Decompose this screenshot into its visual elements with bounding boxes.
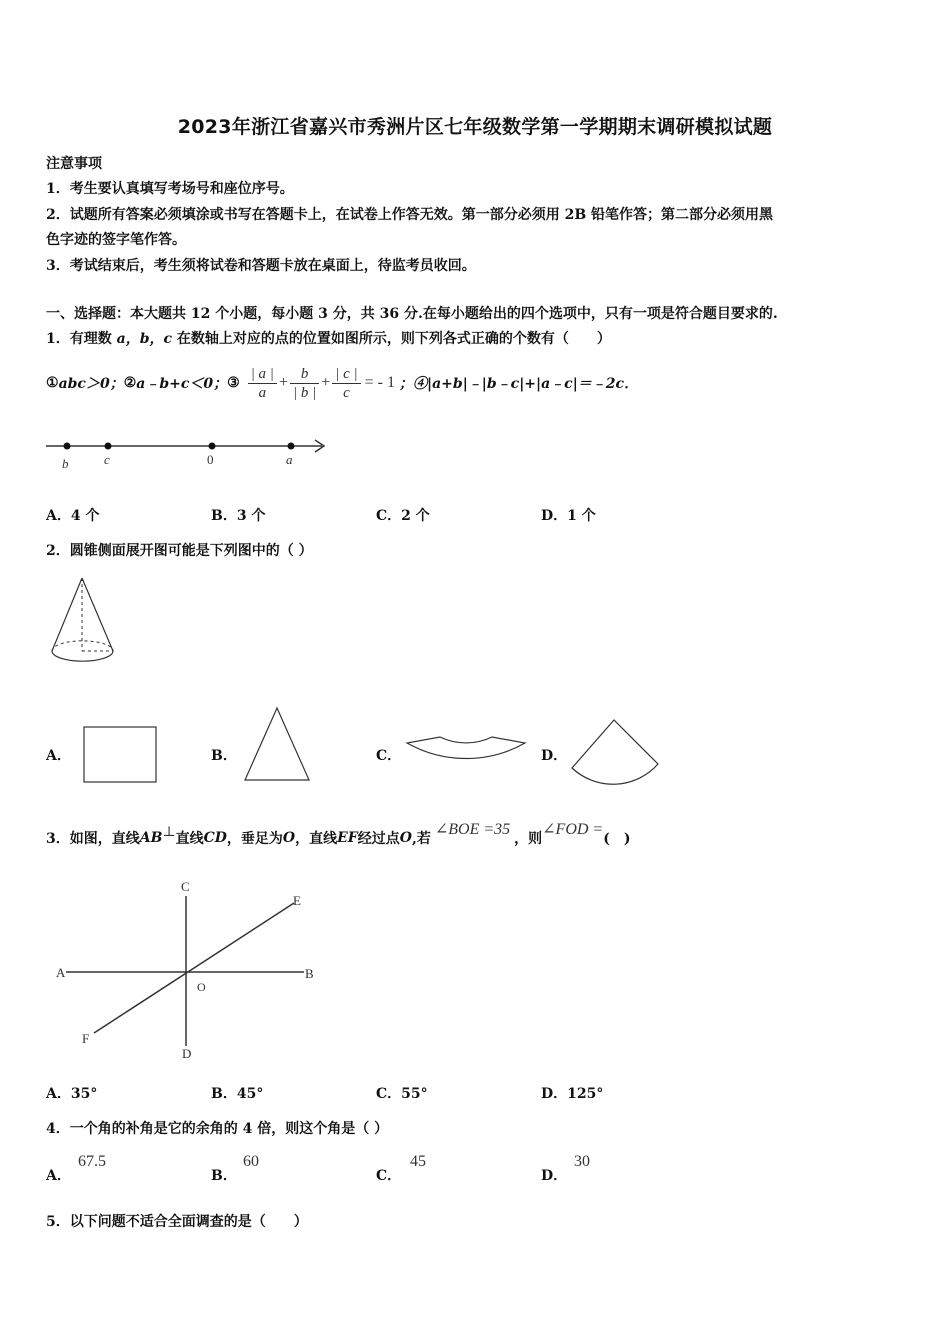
rectangle-shape (84, 727, 156, 782)
label-b: B (305, 966, 314, 981)
label-d: D (182, 1046, 192, 1061)
fraction-denominator: c (343, 384, 350, 401)
fraction-numerator: | a | (248, 365, 277, 384)
notice-item: 色字迹的签字笔作答。 (46, 232, 186, 248)
q1-statement-4: ；④|a+b|﹣|b﹣c|+|a﹣c|＝﹣2c． (399, 376, 639, 392)
notice-heading: 注意事项 (46, 156, 102, 172)
q3-text: ，则 (514, 831, 543, 847)
q2-option-d-label[interactable]: D． (541, 748, 568, 764)
point-c (105, 443, 112, 450)
q1-statement-3 (248, 365, 395, 402)
label-a: a (286, 452, 293, 467)
label-b: b (62, 456, 69, 471)
line-ef (94, 903, 294, 1033)
q4-option-c-value[interactable]: 45 (410, 1153, 426, 1170)
q2-option-d-sector[interactable] (568, 716, 664, 786)
q3-line-cd: CD (203, 830, 227, 846)
notice-item: 2．试题所有答案必须填涂或书写在答题卡上，在试卷上作答无效。第一部分必须用 2B 铅笔作答；第二部分必须用黑 (46, 207, 774, 223)
q1-marker: ③ (227, 375, 240, 391)
point-b (64, 443, 71, 450)
question-1-stem (46, 328, 611, 348)
plus-sign: + (278, 374, 288, 391)
q3-line-ef: EF (337, 830, 358, 846)
q3-point-o: O (282, 830, 296, 846)
question-4-stem: 4．一个角的补角是它的余角的 4 倍，则这个角是（ ） (46, 1121, 389, 1137)
q2-option-c-label[interactable]: C． (376, 748, 402, 764)
q3-text: ，垂足为 (226, 831, 283, 847)
plus-sign: + (321, 374, 331, 391)
label-a: A (56, 965, 66, 980)
point-a (288, 443, 295, 450)
q2-option-b-label[interactable]: B． (211, 748, 237, 764)
notice-item: 3．考试结束后，考生须将试卷和答题卡放在桌面上，待监考员收回。 (46, 258, 476, 274)
label-e: E (293, 893, 301, 908)
triangle-shape (245, 708, 309, 780)
cone-edge (82, 578, 113, 651)
fraction (332, 365, 360, 402)
fraction (290, 365, 319, 402)
q1-option-d[interactable]: D．1 个 (541, 508, 596, 524)
page-title: 2023年浙江省嘉兴市秀洲片区七年级数学第一学期期末调研模拟试题 (177, 116, 773, 138)
q3-text: ,若 (411, 831, 431, 847)
label-zero: 0 (207, 452, 214, 467)
q2-option-c-annular-sector[interactable] (402, 734, 530, 790)
q3-given-angle: ∠BOE =35 (434, 821, 511, 838)
q3-text: ，直线 (295, 831, 338, 847)
annular-sector-shape (407, 737, 525, 759)
q3-text: ( ) (603, 831, 631, 847)
fraction-numerator: | c | (332, 365, 360, 384)
q2-option-a-label[interactable]: A． (46, 748, 71, 764)
sector-shape (572, 720, 658, 784)
question-2-stem: 2．圆锥侧面展开图可能是下列图中的（ ） (46, 543, 313, 559)
section-heading: 一、选择题：本大题共 12 个小题，每小题 3 分，共 36 分.在每小题给出的四个选项中，只有一项是符合题目要求的. (46, 306, 778, 322)
q3-line-ab: AB (139, 830, 163, 846)
fraction-denominator: a (258, 384, 267, 401)
number-line-figure (40, 432, 340, 472)
q3-text: 经过点 (357, 831, 400, 847)
q4-option-d-value[interactable]: 30 (574, 1153, 590, 1170)
q1-marker: ② (123, 375, 137, 391)
intersecting-lines-figure (50, 876, 330, 1062)
fraction-denominator: | b | (292, 384, 317, 401)
q1-option-c[interactable]: C．2 个 (376, 508, 430, 524)
q4-option-a-value[interactable]: 67.5 (78, 1153, 106, 1170)
q1-marker: ① (46, 375, 59, 391)
q1-stem-prefix: 1．有理数 (46, 331, 112, 347)
fraction-numerator: b (290, 365, 319, 384)
q2-option-a-rectangle[interactable] (82, 724, 160, 786)
fraction (248, 365, 277, 402)
q3-option-c[interactable]: C．55° (376, 1086, 428, 1102)
point-zero (209, 443, 216, 450)
q3-option-d[interactable]: D．125° (541, 1086, 604, 1102)
question-3-stem (46, 821, 631, 848)
q3-text: 3．如图，直线 (46, 831, 140, 847)
q3-point-o: O (399, 830, 412, 846)
perpendicular-symbol: ⊥ (162, 824, 176, 840)
q4-option-b-label[interactable]: B． (211, 1168, 237, 1184)
q1-option-b[interactable]: B．3 个 (211, 508, 266, 524)
q4-option-c-label[interactable]: C． (376, 1168, 402, 1184)
question-1-statements (46, 360, 638, 406)
q4-option-a-label[interactable]: A． (46, 1168, 71, 1184)
q4-option-b-value[interactable]: 60 (243, 1153, 259, 1170)
q4-option-d-label[interactable]: D． (541, 1168, 568, 1184)
label-f: F (82, 1031, 90, 1046)
cone-edge (52, 578, 82, 651)
q3-asked-angle: ∠FOD = (542, 821, 604, 838)
q1-option-a[interactable]: A．4 个 (46, 508, 100, 524)
notice-item: 1．考生要认真填写考场号和座位序号。 (46, 181, 294, 197)
label-c: c (104, 452, 110, 467)
cone-base-front (52, 651, 113, 661)
label-c: C (181, 879, 190, 894)
q1-statement-1: abc＞0； (58, 376, 124, 392)
cone-figure (48, 574, 118, 670)
q1-vars: a，b，c (116, 331, 173, 347)
q2-option-b-triangle[interactable] (240, 704, 314, 784)
q3-option-b[interactable]: B．45° (211, 1086, 264, 1102)
equals-minus-one: = - 1 (364, 374, 396, 391)
q1-stem-suffix: 在数轴上对应的点的位置如图所示，则下列各式正确的个数有（ ） (176, 331, 611, 347)
question-5-stem: 5．以下问题不适合全面调查的是（ ） (46, 1214, 308, 1230)
q3-text: 直线 (175, 831, 204, 847)
q3-option-a[interactable]: A．35° (46, 1086, 98, 1102)
label-o: O (197, 980, 206, 994)
q1-statement-2: a﹣b+c＜0； (136, 376, 228, 392)
